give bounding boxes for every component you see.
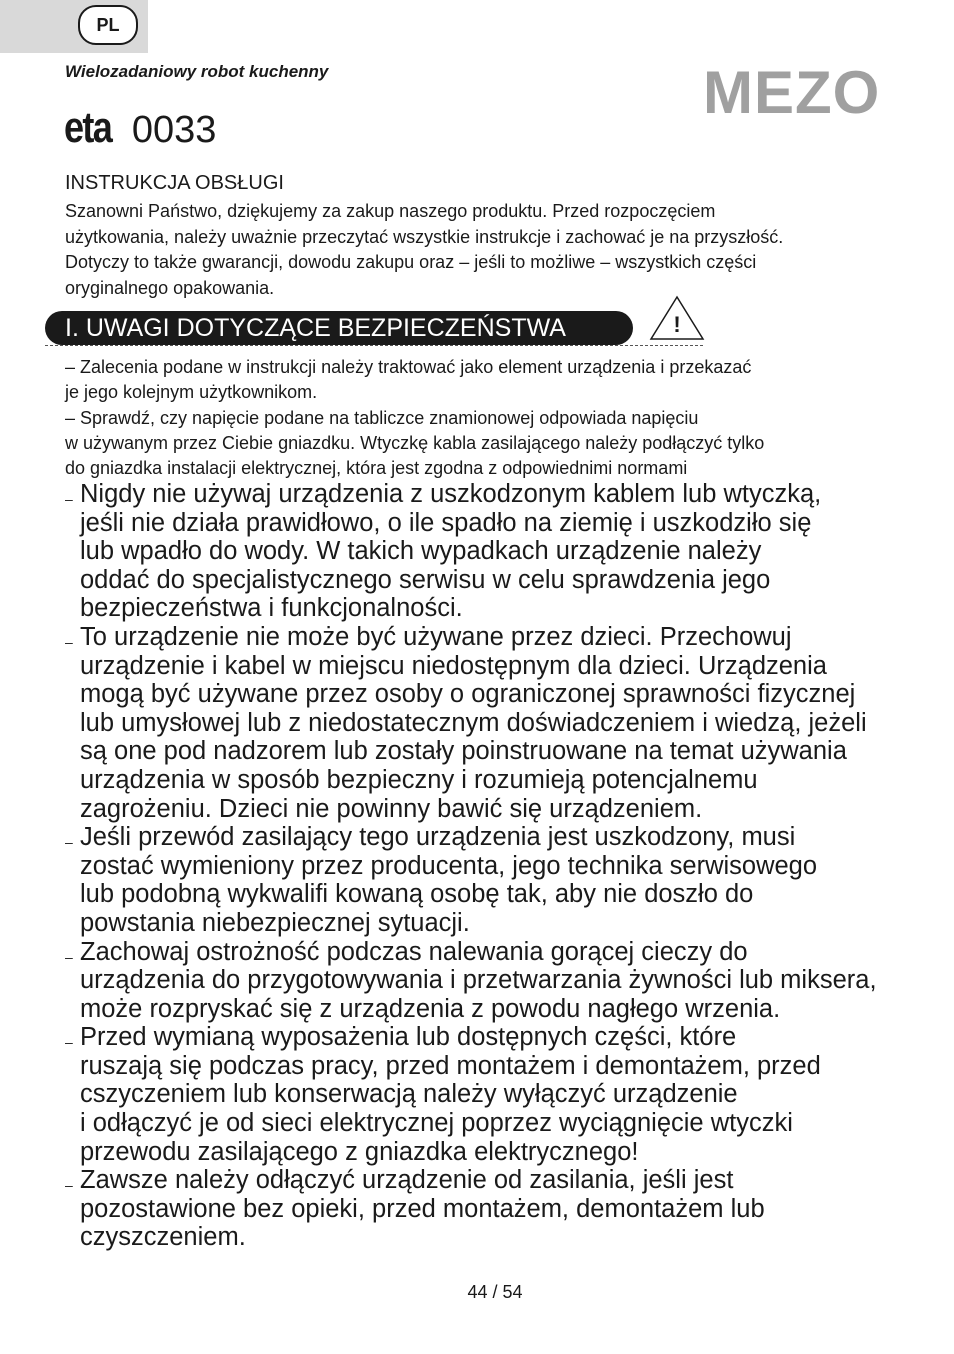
list-item-line: i odłączyć je od sieci elektrycznej poprzez wyciągnięcie wtyczki xyxy=(80,1109,793,1138)
page-number: 44 / 54 xyxy=(467,1282,523,1302)
list-item xyxy=(65,1023,945,1166)
list-dash: – xyxy=(65,834,73,851)
list-item-line: cszyczeniem lub konserwacją należy wyłączyć urządzenie xyxy=(80,1080,738,1109)
section-divider xyxy=(45,345,703,346)
list-item-line: urządzenia w sposób bezpieczny i rozumieją potencjalnemu xyxy=(80,765,758,794)
list-item-line: lub wpadło do wody. W takich wypadkach urządzenie należy xyxy=(80,537,762,566)
list-item-line: urządzenia do przygotowywania i przetwarzania żywności lub miksera, xyxy=(80,966,877,995)
section-heading: I. UWAGI DOTYCZĄCE BEZPIECZEŃSTWA xyxy=(45,311,633,345)
product-subtitle: Wielozadaniowy robot kuchenny xyxy=(65,62,329,81)
list-dash: – xyxy=(65,1177,73,1194)
list-item-line: w używanym przez Ciebie gniazdku. Wtyczkę kabla zasilającego należy podłączyć tylko xyxy=(65,432,765,453)
list-item-line: lub podobną wykwalifi kowaną osobę tak, aby nie doszło do xyxy=(80,880,754,909)
language-tab xyxy=(0,0,148,53)
list-item-line: Zawsze należy odłączyć urządzenie od zasilania, jeśli jest xyxy=(80,1166,734,1195)
list-item-line: Nigdy nie używaj urządzenia z uszkodzonym kablem lub wtyczką, xyxy=(80,480,822,508)
list-item-line: je jego kolejnym użytkownikom. xyxy=(65,382,318,403)
intro-line: oryginalnego opakowania. xyxy=(65,277,275,298)
warning-triangle-icon xyxy=(648,295,706,343)
list-item-line: Jeśli przewód zasilający tego urządzenia jest uszkodzony, musi xyxy=(80,823,796,852)
list-item-line: zagrożeniu. Dzieci nie powinny bawić się urządzeniem. xyxy=(80,794,703,823)
safety-warnings-list xyxy=(65,480,945,1252)
manual-title: INSTRUKCJA OBSŁUGI xyxy=(65,172,284,194)
list-item xyxy=(65,1166,945,1252)
list-item-line: są one pod nadzorem lub zostały poinstruowane na temat używania xyxy=(80,737,847,766)
list-item-line: – Sprawdź, czy napięcie podane na tabliczce znamionowej odpowiada napięciu xyxy=(65,407,699,428)
intro-line: użytkowania, należy uważnie przeczytać wszystkie instrukcje i zachować je na przyszłość. xyxy=(65,226,784,247)
list-item-line: To urządzenie nie może być używane przez dzieci. Przechowuj xyxy=(80,622,792,651)
intro-line: Szanowni Państwo, dziękujemy za zakup naszego produktu. Przed rozpoczęciem xyxy=(65,201,716,221)
list-dash: – xyxy=(65,1034,73,1051)
warning-symbol: ! xyxy=(673,312,681,337)
list-item xyxy=(65,480,945,623)
list-item-line: zostać wymieniony przez producenta, jego technika serwisowego xyxy=(80,851,818,880)
list-item-line: Zachowaj ostrożność podczas nalewania gorącej cieczy do xyxy=(80,937,748,966)
list-item xyxy=(65,823,945,937)
eta-logo: eta xyxy=(64,103,112,152)
list-item-line: Przed wymianą wyposażenia lub dostępnych części, które xyxy=(80,1023,737,1052)
list-item-line: urządzenie i kabel w miejscu niedostępnym dla dzieci. Urządzenia xyxy=(80,651,827,680)
product-logo xyxy=(64,103,216,153)
list-item-line: – Zalecenia podane w instrukcji należy traktować jako element urządzenia i przekazać xyxy=(65,357,752,377)
list-item-line: lub umysłowej lub z niedostatecznym doświadczeniem i wiedzą, jeżeli xyxy=(80,708,867,737)
list-item-line: ruszają się podczas pracy, przed montażem i demontażem, przed xyxy=(80,1051,821,1080)
list-item xyxy=(65,406,925,482)
intro-paragraph xyxy=(65,199,925,301)
model-number: 0033 xyxy=(131,109,217,151)
list-item xyxy=(65,938,945,1024)
list-item-line: mogą być używane przez osoby o ograniczonej sprawności fizycznej xyxy=(80,680,856,709)
list-dash: – xyxy=(65,491,73,507)
list-item-line: powstania niebezpiecznej sytuacji. xyxy=(80,908,470,937)
list-item-line: bezpieczeństwa i funkcjonalności. xyxy=(80,594,463,623)
list-item-line: oddać do specjalistycznego serwisu w celu sprawdzenia jego xyxy=(80,565,771,594)
list-item-line: może rozpryskać się z urządzenia z powodu nagłego wrzenia. xyxy=(80,994,781,1023)
brand-logo: MEZO xyxy=(703,59,881,126)
list-item xyxy=(65,355,925,406)
small-notes-list xyxy=(65,355,925,481)
list-item xyxy=(65,623,945,823)
list-item-line: przewodu zasilającego z gniazdka elektrycznego! xyxy=(80,1137,639,1166)
list-dash: – xyxy=(65,948,73,965)
list-item-line: do gniazdka instalacji elektrycznej, która jest zgodna z odpowiednimi normami xyxy=(65,458,688,479)
list-item-line: pozostawione bez opieki, przed montażem, demontażem lub xyxy=(80,1194,765,1223)
intro-line: Dotyczy to także gwarancji, dowodu zakupu oraz – jeśli to możliwe – wszystkich części xyxy=(65,252,757,272)
list-item-line: jeśli nie działa prawidłowo, o ile spadło na ziemię i uszkodziło się xyxy=(80,508,812,537)
list-item-line: czyszczeniem. xyxy=(80,1223,246,1252)
language-badge: PL xyxy=(78,5,138,45)
list-dash: – xyxy=(65,633,73,650)
